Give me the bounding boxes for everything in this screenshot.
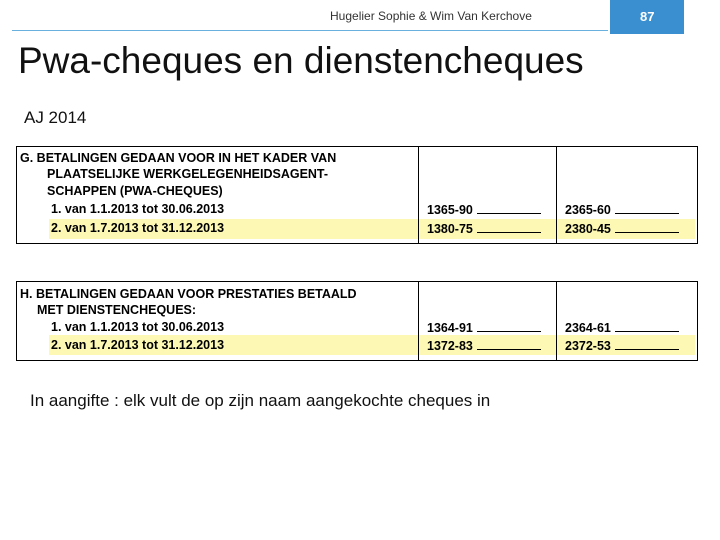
section-h-period-2: 2. van 1.7.2013 tot 31.12.2013	[51, 338, 225, 352]
page-subtitle: AJ 2014	[24, 108, 87, 127]
section-g-blank-a2[interactable]	[477, 221, 541, 233]
section-g-code-b1	[565, 202, 679, 217]
section-g-period-2: 2. van 1.7.2013 tot 31.12.2013	[51, 221, 225, 235]
section-h-separator-1	[418, 282, 419, 360]
section-h-period-1: 1. van 1.1.2013 tot 30.06.2013	[51, 320, 225, 334]
section-h-blank-a1[interactable]	[477, 320, 541, 332]
section-g-line-3: SCHAPPEN (PWA-CHEQUES)	[47, 184, 223, 198]
section-g-blank-b2[interactable]	[615, 221, 679, 233]
section-g-period-1: 1. van 1.1.2013 tot 30.06.2013	[51, 202, 225, 216]
section-h-code-a2	[427, 338, 541, 353]
section-h-code-b2-value: 2372-53	[565, 339, 611, 353]
section-g-line-2: PLAATSELIJKE WERKGELEGENHEIDSAGENT-	[47, 167, 329, 181]
section-g-code-a1	[427, 202, 541, 217]
section-g-blank-b1[interactable]	[615, 202, 679, 214]
section-h-code-a2-value: 1372-83	[427, 339, 473, 353]
section-g-code-a1-value: 1365-90	[427, 203, 473, 217]
section-h-code-b2	[565, 338, 679, 353]
section-g-line-1: G. BETALINGEN GEDAAN VOOR IN HET KADER VAN	[20, 151, 337, 165]
section-h-code-b1-value: 2364-61	[565, 321, 611, 335]
section-g-code-b2	[565, 221, 679, 236]
header-divider	[12, 30, 608, 31]
section-g-code-a2-value: 1380-75	[427, 222, 473, 236]
section-h-code-b1	[565, 320, 679, 335]
section-h-box	[16, 281, 698, 361]
section-h-code-a1-value: 1364-91	[427, 321, 473, 335]
section-g-code-b2-value: 2380-45	[565, 222, 611, 236]
section-g-separator-1	[418, 147, 419, 243]
page-title: Pwa-cheques en dienstencheques	[18, 40, 584, 81]
section-g-blank-a1[interactable]	[477, 202, 541, 214]
section-g-box	[16, 146, 698, 244]
footnote: In aangifte : elk vult de op zijn naam aangekochte cheques in	[30, 391, 491, 410]
section-g-separator-2	[556, 147, 557, 243]
section-h-code-a1	[427, 320, 541, 335]
section-h-blank-b1[interactable]	[615, 320, 679, 332]
section-h-separator-2	[556, 282, 557, 360]
section-h-line-1: H. BETALINGEN GEDAAN VOOR PRESTATIES BETAALD	[20, 287, 357, 301]
section-h-blank-a2[interactable]	[477, 338, 541, 350]
section-h-blank-b2[interactable]	[615, 338, 679, 350]
header-authors: Hugelier Sophie & Wim Van Kerchove	[330, 9, 532, 23]
section-h-line-2: MET DIENSTENCHEQUES:	[37, 303, 197, 317]
section-g-code-a2	[427, 221, 541, 236]
section-g-code-b1-value: 2365-60	[565, 203, 611, 217]
page-number: 87	[640, 9, 655, 24]
